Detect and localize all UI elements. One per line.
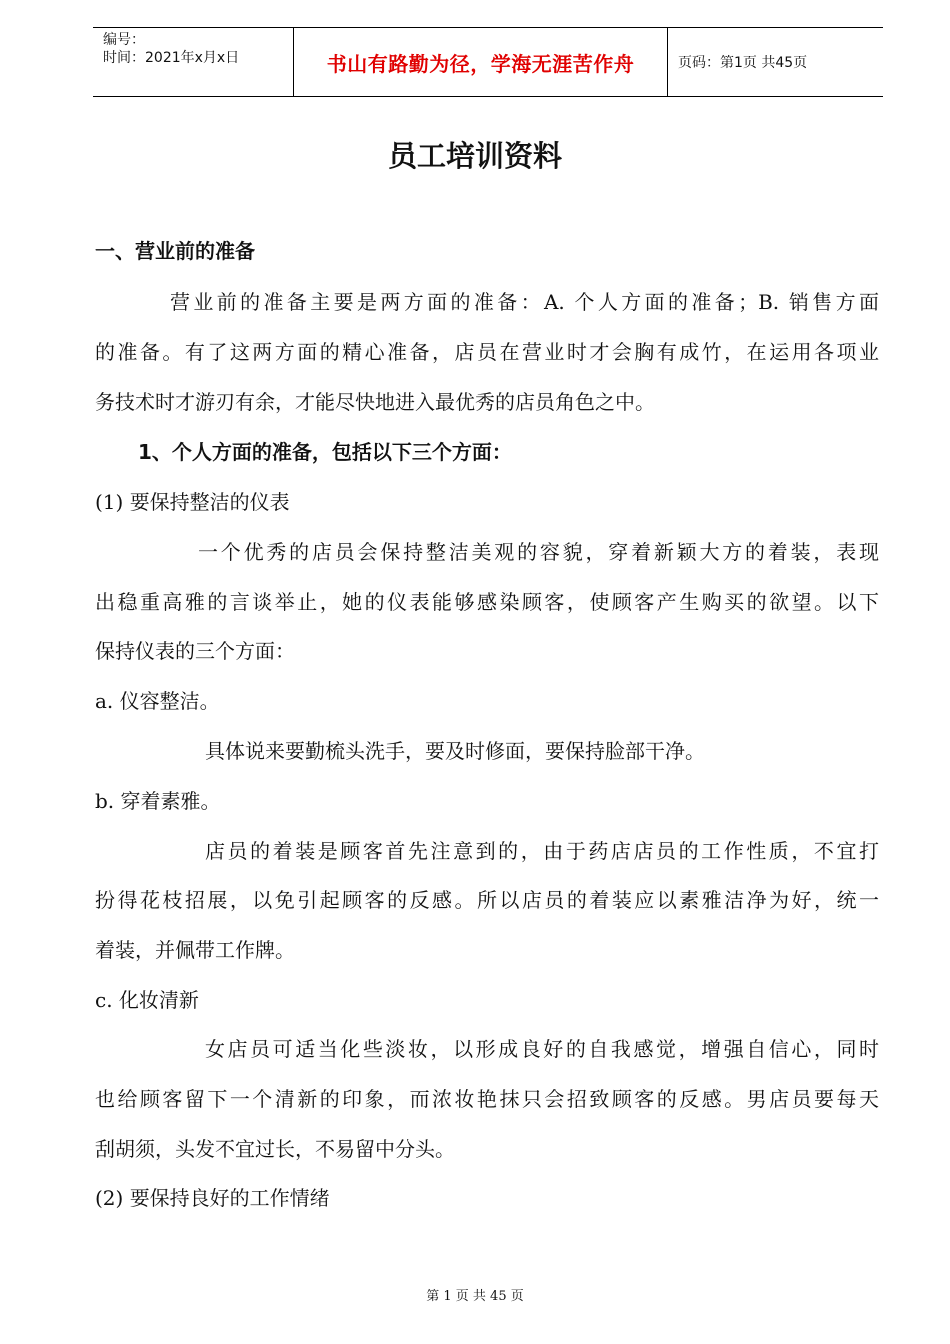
item-heading: b. 穿着素雅。	[95, 789, 221, 813]
paragraph-line: 务技术时才游刃有余，才能尽快地进入最优秀的店员角色之中。	[95, 390, 655, 414]
page-header	[93, 27, 883, 97]
paragraph-line: 营业前的准备主要是两方面的准备：A. 个人方面的准备；B. 销售方面	[170, 290, 879, 314]
paragraph-line: 着装，并佩带工作牌。	[95, 938, 295, 962]
paragraph-line: 也给顾客留下一个清新的印象，而浓妆艳抹只会招致顾客的反感。男店员要每天	[95, 1087, 879, 1111]
subsection-heading: 1、个人方面的准备，包括以下三个方面：	[138, 440, 512, 464]
paragraph-line: 出稳重高雅的言谈举止，她的仪表能够感染顾客，使顾客产生购买的欲望。以下	[95, 590, 879, 614]
paragraph-line: 扮得花枝招展，以免引起顾客的反感。所以店员的着装应以素雅洁净为好，统一	[95, 888, 879, 912]
paragraph-line: 的准备。有了这两方面的精心准备，店员在营业时才会胸有成竹，在运用各项业	[95, 340, 879, 364]
item-heading: (2) 要保持良好的工作情绪	[95, 1186, 330, 1210]
header-motto: 书山有路勤为径，学海无涯苦作舟	[294, 28, 668, 96]
document-title: 员工培训资料	[387, 139, 562, 173]
paragraph-line: 刮胡须，头发不宜过长，不易留中分头。	[95, 1137, 455, 1161]
paragraph-line: 保持仪表的三个方面：	[95, 639, 295, 663]
item-heading: a. 仪容整洁。	[95, 689, 220, 713]
header-page-info: 页码：第1页 共45页	[678, 55, 808, 71]
section-heading: 一、营业前的准备	[95, 239, 255, 263]
paragraph-line: 具体说来要勤梳头洗手，要及时修面，要保持脸部干净。	[205, 739, 705, 763]
paragraph-line: 女店员可适当化些淡妆，以形成良好的自我感觉，增强自信心，同时	[205, 1037, 879, 1061]
document-number: 编号：	[103, 32, 145, 48]
paragraph-line: 店员的着装是顾客首先注意到的，由于药店店员的工作性质，不宜打	[205, 839, 879, 863]
header-meta	[93, 28, 294, 96]
item-heading: (1) 要保持整洁的仪表	[95, 490, 290, 514]
item-heading: c. 化妆清新	[95, 988, 199, 1012]
page-footer: 第 1 页 共 45 页	[426, 1289, 524, 1304]
paragraph-line: 一个优秀的店员会保持整洁美观的容貌，穿着新颖大方的着装，表现	[198, 540, 879, 564]
document-date: 时间：2021年x月x日	[103, 50, 240, 66]
